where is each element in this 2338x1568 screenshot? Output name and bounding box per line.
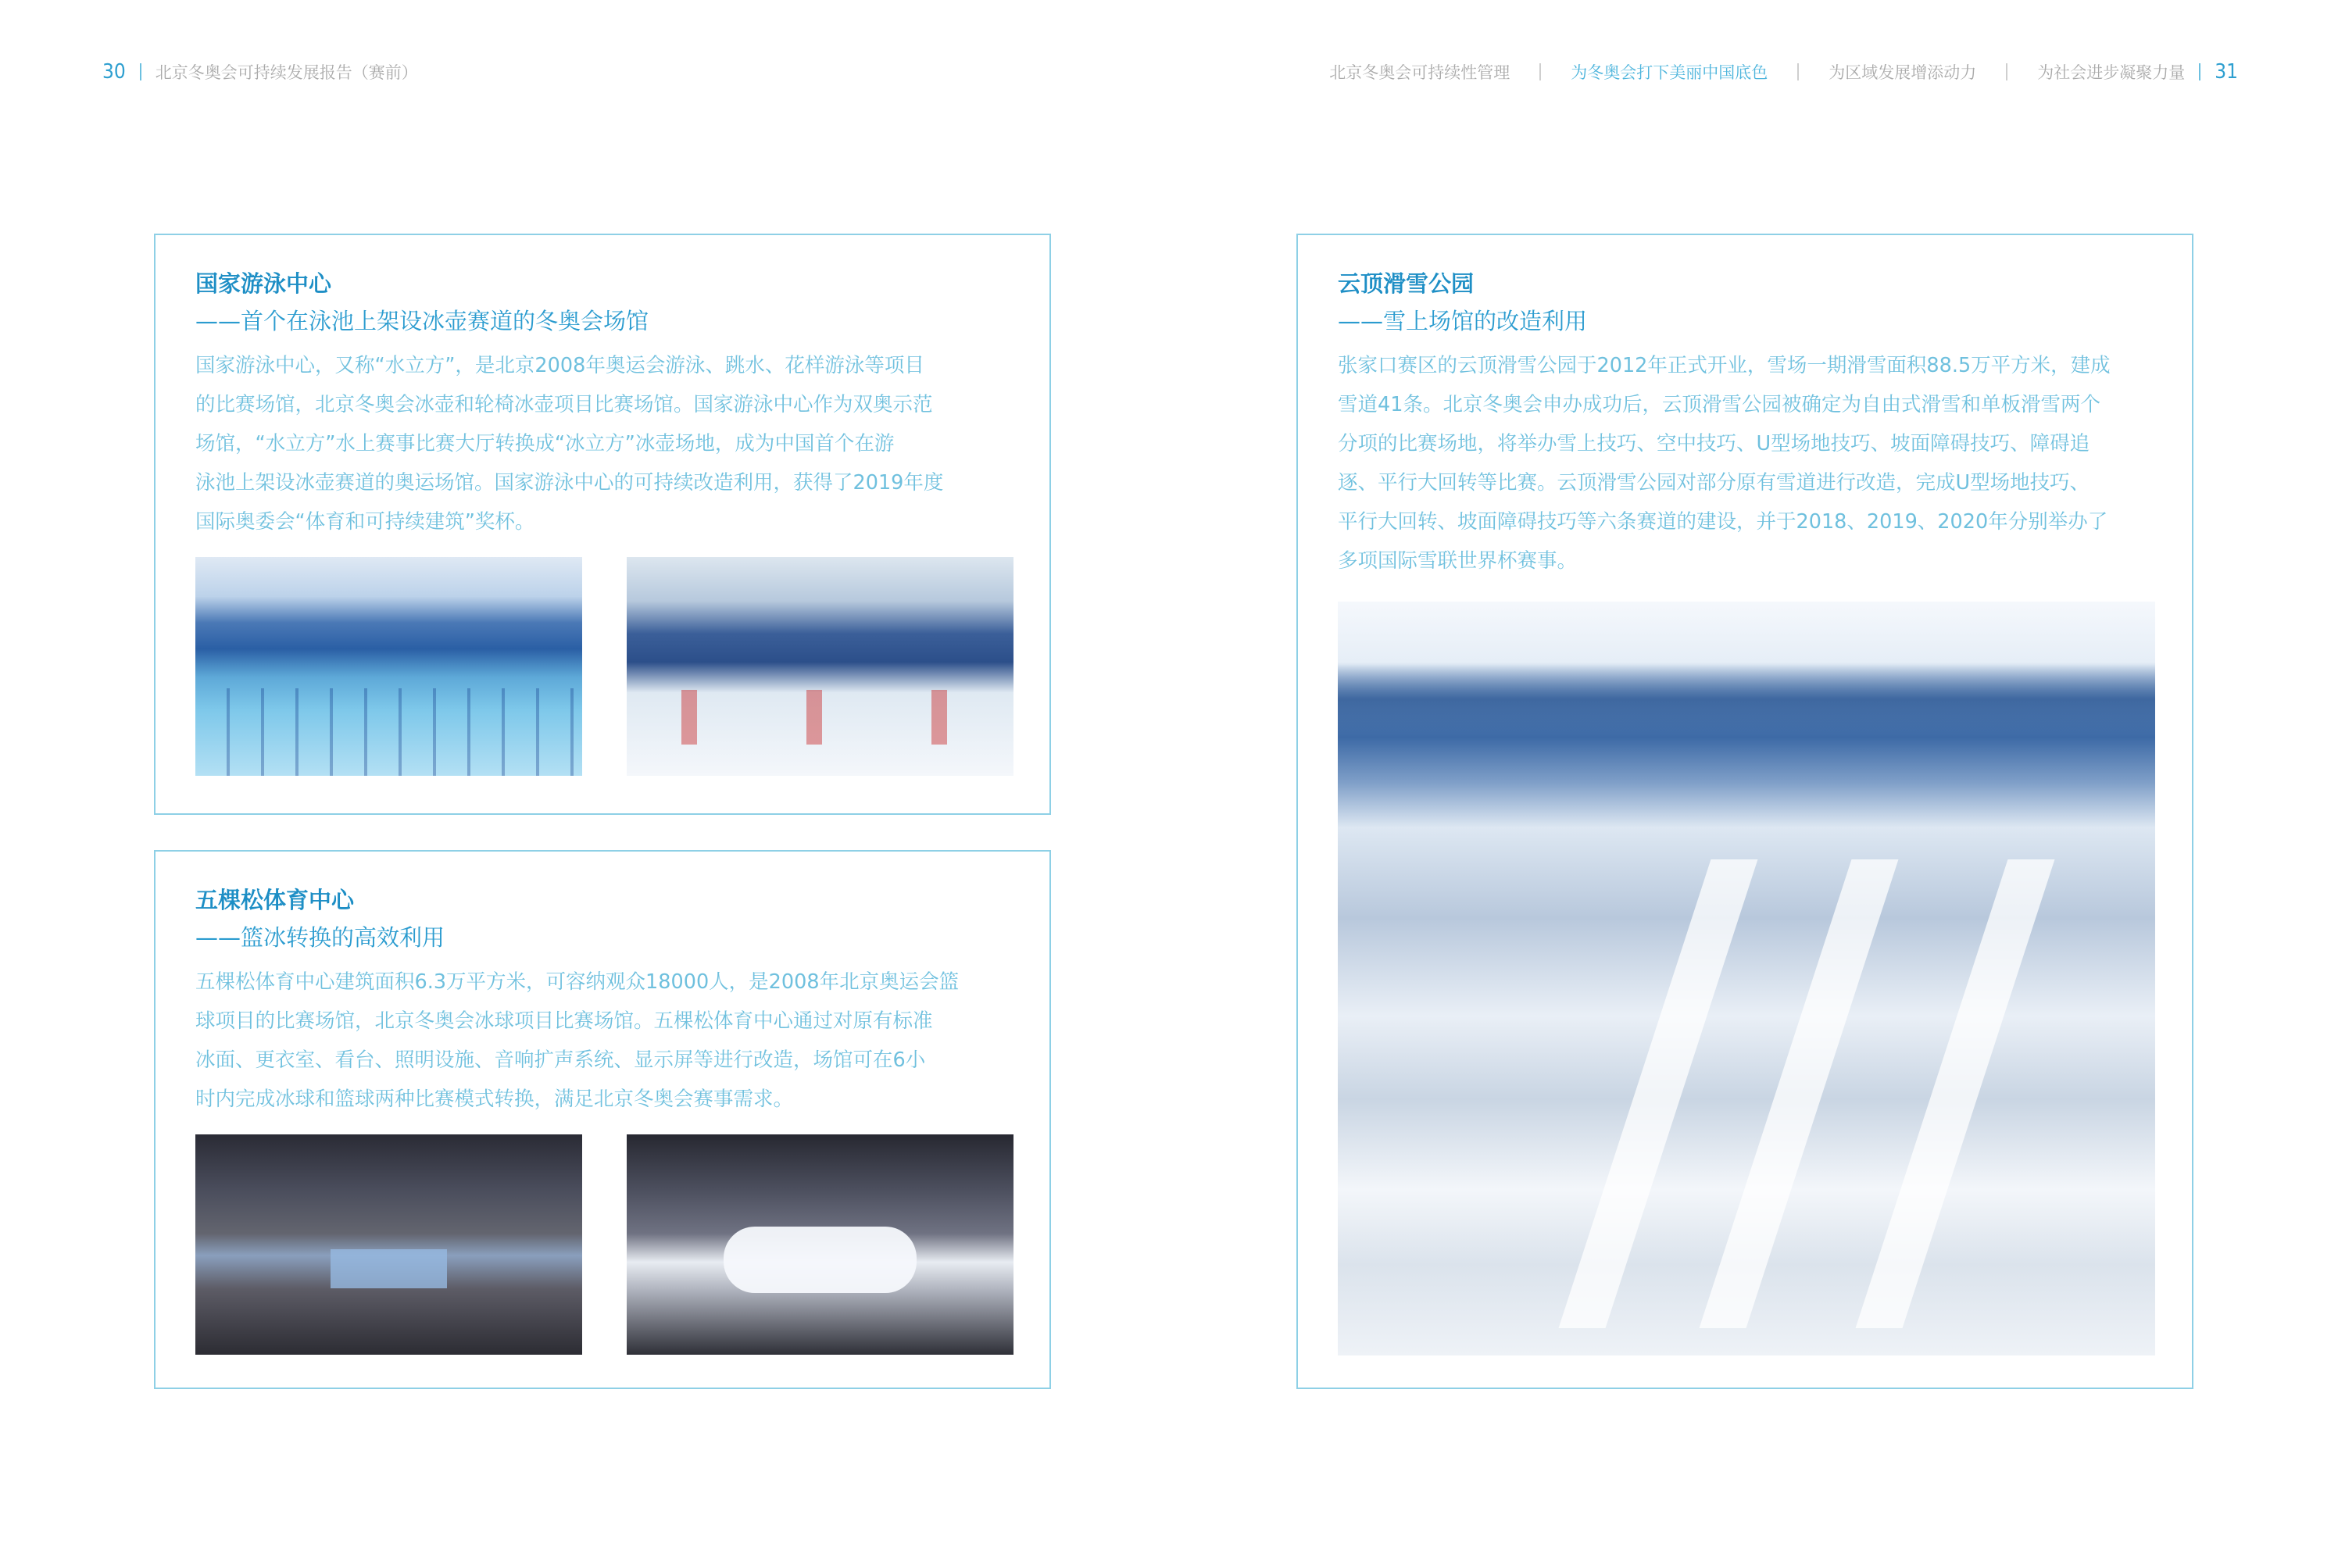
ice-rink (724, 1227, 917, 1293)
body-line: 逐、平行大回转等比赛。云顶滑雪公园对部分原有雪道进行改造，完成U型场地技巧、 (1338, 471, 2090, 495)
card-body (1338, 346, 2158, 580)
card-body (195, 963, 1016, 1119)
card-title: 五棵松体育中心 (195, 887, 355, 913)
swimming-pool-photo (195, 557, 582, 776)
ski-trail (1856, 859, 2055, 1328)
pool-lanes (195, 688, 582, 776)
header-section-social-progress[interactable]: 为社会进步凝聚力量 (2037, 63, 2186, 82)
header-divider (140, 63, 141, 80)
body-line: 冰面、更衣室、看台、照明设施、音响扩声系统、显示屏等进行改造，场馆可在6小 (195, 1048, 926, 1072)
header-divider (1797, 63, 1799, 80)
header-divider (1539, 63, 1541, 80)
header-divider (2006, 63, 2007, 80)
wukesong-sports-center-card (154, 850, 1051, 1389)
header-divider (2199, 63, 2200, 80)
body-line: 分项的比赛场地，将举办雪上技巧、空中技巧、U型场地技巧、坡面障碍技巧、障碍追 (1338, 432, 2090, 455)
header-section-beautiful-china[interactable]: 为冬奥会打下美丽中国底色 (1571, 63, 1768, 82)
curling-rings (627, 690, 1013, 745)
card-body (195, 346, 1016, 541)
basketball-arena-photo (195, 1134, 582, 1355)
card-subtitle: ——首个在泳池上架设冰壶赛道的冬奥会场馆 (195, 308, 649, 334)
body-line: 国际奥委会“体育和可持续建筑”奖杯。 (195, 510, 535, 534)
basketball-court (331, 1249, 447, 1289)
card-subtitle: ——篮冰转换的高效利用 (195, 924, 445, 951)
body-line: 国家游泳中心，又称“水立方”，是北京2008年奥运会游泳、跳水、花样游泳等项目 (195, 354, 924, 377)
body-line: 雪道41条。北京冬奥会申办成功后，云顶滑雪公园被确定为自由式滑雪和单板滑雪两个 (1338, 393, 2100, 416)
body-line: 泳池上架设冰壶赛道的奥运场馆。国家游泳中心的可持续改造利用，获得了2019年度 (195, 471, 944, 495)
page-number-left: 30 (102, 60, 126, 84)
body-line: 球项目的比赛场馆，北京冬奥会冰球项目比赛场馆。五棵松体育中心通过对原有标准 (195, 1009, 933, 1033)
running-header-right (1329, 58, 2238, 86)
body-line: 多项国际雪联世界杯赛事。 (1338, 549, 1578, 573)
running-header-left (102, 58, 418, 86)
ice-hockey-arena-photo (627, 1134, 1013, 1355)
body-line: 时内完成冰球和篮球两种比赛模式转换，满足北京冬奥会赛事需求。 (195, 1088, 794, 1111)
header-section-regional-development[interactable]: 为区域发展增添动力 (1829, 63, 1977, 82)
curling-venue-photo (627, 557, 1013, 776)
body-line: 场馆，“水立方”水上赛事比赛大厅转换成“冰立方”冰壶场地，成为中国首个在游 (195, 432, 895, 455)
snow-park-aerial-photo (1338, 602, 2155, 1355)
body-line: 五棵松体育中心建筑面积6.3万平方米，可容纳观众18000人，是2008年北京奥运会篮 (195, 970, 960, 994)
card-title: 国家游泳中心 (195, 270, 332, 297)
body-line: 平行大回转、坡面障碍技巧等六条赛道的建设，并于2018、2019、2020年分别举办了 (1338, 510, 2108, 534)
card-title: 云顶滑雪公园 (1338, 270, 1475, 297)
page-number-right: 31 (2215, 60, 2238, 84)
genting-snow-park-card (1296, 234, 2193, 1389)
mountain-ridge (1338, 664, 2155, 734)
header-section-sustainability-management[interactable]: 北京冬奥会可持续性管理 (1329, 63, 1510, 82)
report-title: 北京冬奥会可持续发展报告（赛前） (155, 63, 418, 82)
body-line: 的比赛场馆，北京冬奥会冰壶和轮椅冰壶项目比赛场馆。国家游泳中心作为双奥示范 (195, 393, 933, 416)
national-aquatics-center-card (154, 234, 1051, 815)
body-line: 张家口赛区的云顶滑雪公园于2012年正式开业，雪场一期滑雪面积88.5万平方米，建成 (1338, 354, 2111, 377)
card-subtitle: ——雪上场馆的改造利用 (1338, 308, 1588, 334)
